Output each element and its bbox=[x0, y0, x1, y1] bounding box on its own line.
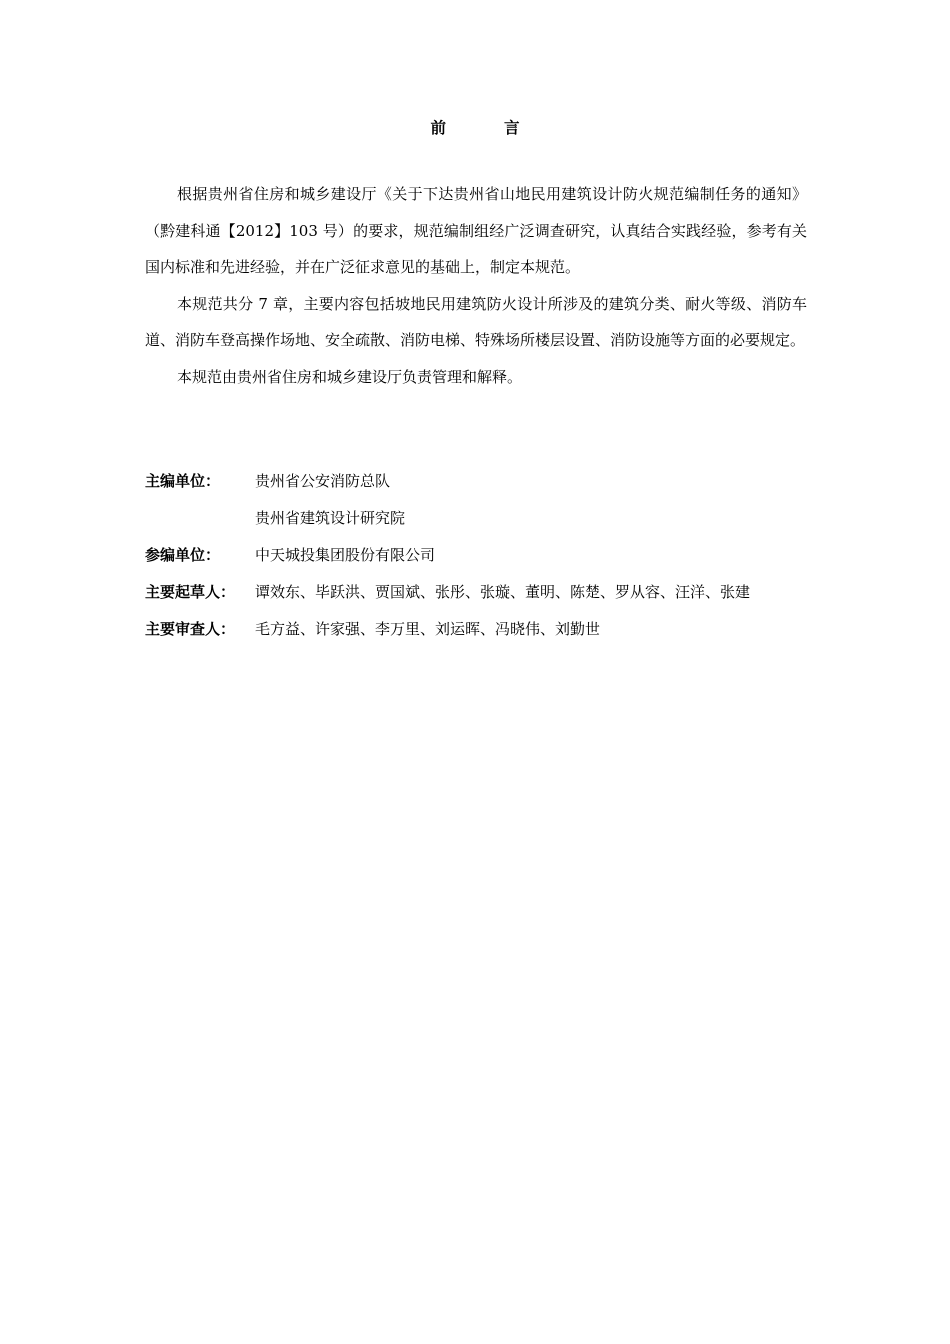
reviewers-row bbox=[145, 618, 845, 655]
participating-unit-value: 中天城投集团股份有限公司 bbox=[255, 546, 436, 564]
chief-unit-row-2 bbox=[145, 507, 845, 544]
title-char-right: 言 bbox=[504, 118, 520, 137]
drafters-row bbox=[145, 581, 845, 618]
title-char-left: 前 bbox=[430, 118, 446, 137]
paragraph-background: 根据贵州省住房和城乡建设厅《关于下达贵州省山地民用建筑设计防火规范编制任务的通知》（黔建科通【2012】103 号）的要求，规范编制组经广泛调查研究，认真结合实践经验，参考有关国内标准和先进经验，并在广泛征求意见的基础上，制定本规范。 bbox=[145, 185, 807, 276]
page-title bbox=[0, 116, 950, 138]
paragraph-contents: 本规范共分 7 章，主要内容包括坡地民用建筑防火设计所涉及的建筑分类、耐火等级、消防车道、消防车登高操作场地、安全疏散、消防电梯、特殊场所楼层设置、消防设施等方面的必要规定。 bbox=[145, 294, 807, 349]
chief-unit-value: 贵州省公安消防总队 bbox=[255, 472, 391, 490]
chief-unit-row bbox=[145, 470, 845, 507]
participating-unit-label: 参编单位： bbox=[145, 546, 221, 564]
credits-section bbox=[145, 470, 845, 655]
reviewers-value: 毛方益、许家强、李万里、刘运晖、冯晓伟、刘勤世 bbox=[255, 620, 601, 638]
paragraph-administration: 本规范由贵州省住房和城乡建设厅负责管理和解释。 bbox=[177, 367, 523, 386]
preface-body bbox=[145, 176, 807, 395]
drafters-value: 谭效东、毕跃洪、贾国斌、张彤、张璇、董明、陈楚、罗从容、汪洋、张建 bbox=[255, 583, 751, 601]
chief-unit-label: 主编单位： bbox=[145, 472, 221, 490]
chief-unit-value-2: 贵州省建筑设计研究院 bbox=[255, 509, 406, 527]
drafters-label: 主要起草人： bbox=[145, 583, 236, 601]
reviewers-label: 主要审查人： bbox=[145, 620, 236, 638]
participating-unit-row bbox=[145, 544, 845, 581]
